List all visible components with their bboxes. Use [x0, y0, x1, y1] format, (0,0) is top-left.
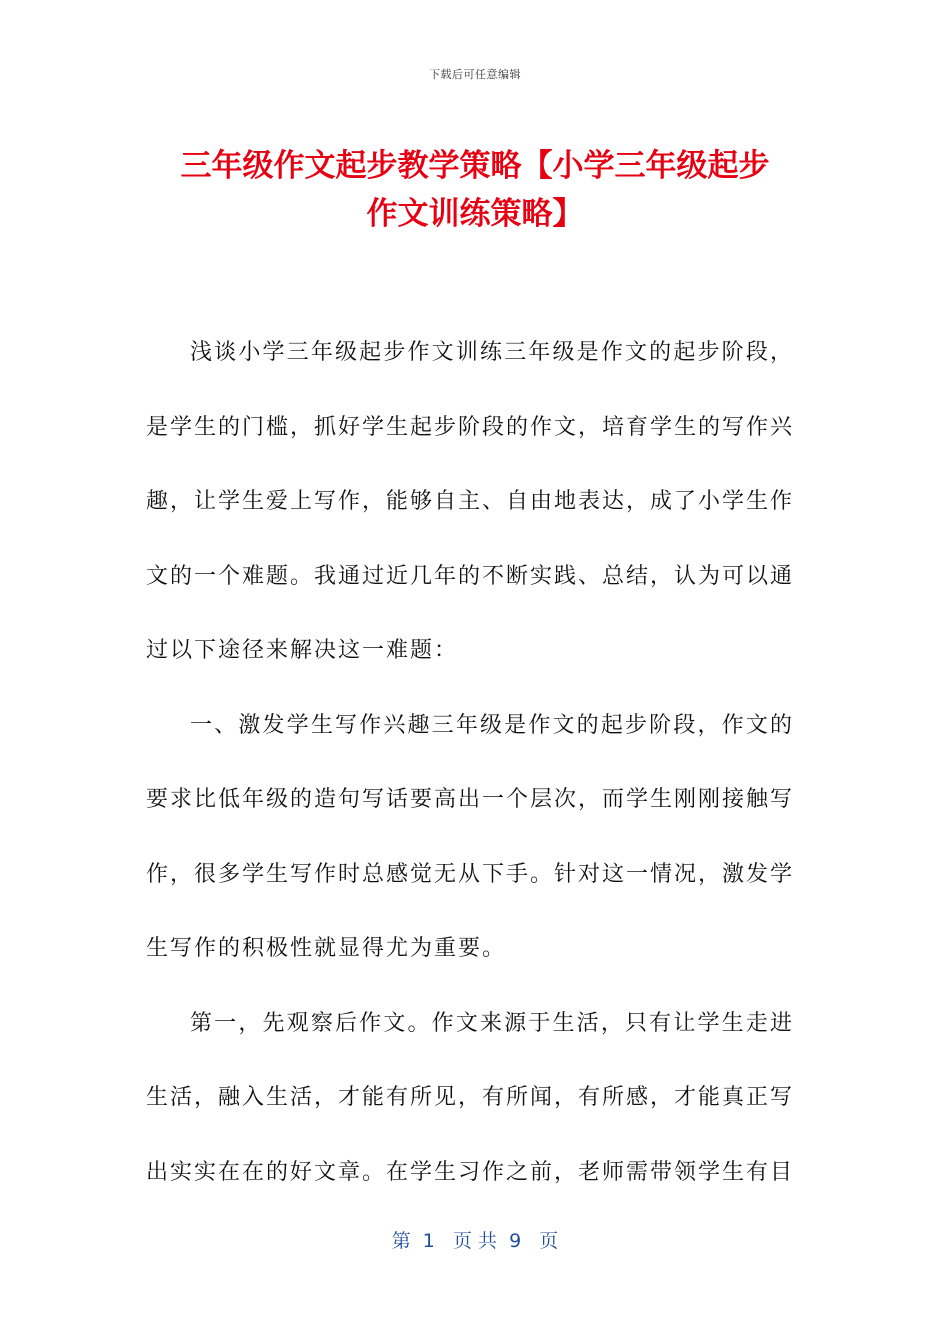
title-line-1: 三年级作文起步教学策略【小学三年级起步: [180, 148, 770, 184]
paragraph-first-point: 第一，先观察后作文。作文来源于生活，只有让学生走进生活，融入生活，才能有所见，有所闻，有所感，才能真正写出实实在在的好文章。在学生习作之前，老师需带领学生有目: [146, 1010, 795, 1185]
paragraph-section-one: 一、激发学生写作兴趣三年级是作文的起步阶段，作文的要求比低年级的造句写话要高出一个层次，而学生刚刚接触写作，很多学生写作时总感觉无从下手。针对这一情况，激发学生写作的积极性就显得尤为重要。: [146, 712, 795, 961]
document-body: [146, 316, 794, 1210]
title-line-2: 作文训练策略】: [366, 196, 584, 232]
paragraph-intro: 浅谈小学三年级起步作文训练三年级是作文的起步阶段，是学生的门槛，抓好学生起步阶段的作文，培育学生的写作兴趣，让学生爱上写作，能够自主、自由地表达，成了小学生作文的一个难题。我通过近几年的不断实践、总结，认为可以通过以下途径来解决这一难题：: [146, 340, 795, 663]
page-number-footer: 第 1 页 共 9 页: [391, 1230, 559, 1252]
header-note: 下载后可任意编辑: [429, 68, 521, 81]
document-title: [145, 142, 805, 238]
